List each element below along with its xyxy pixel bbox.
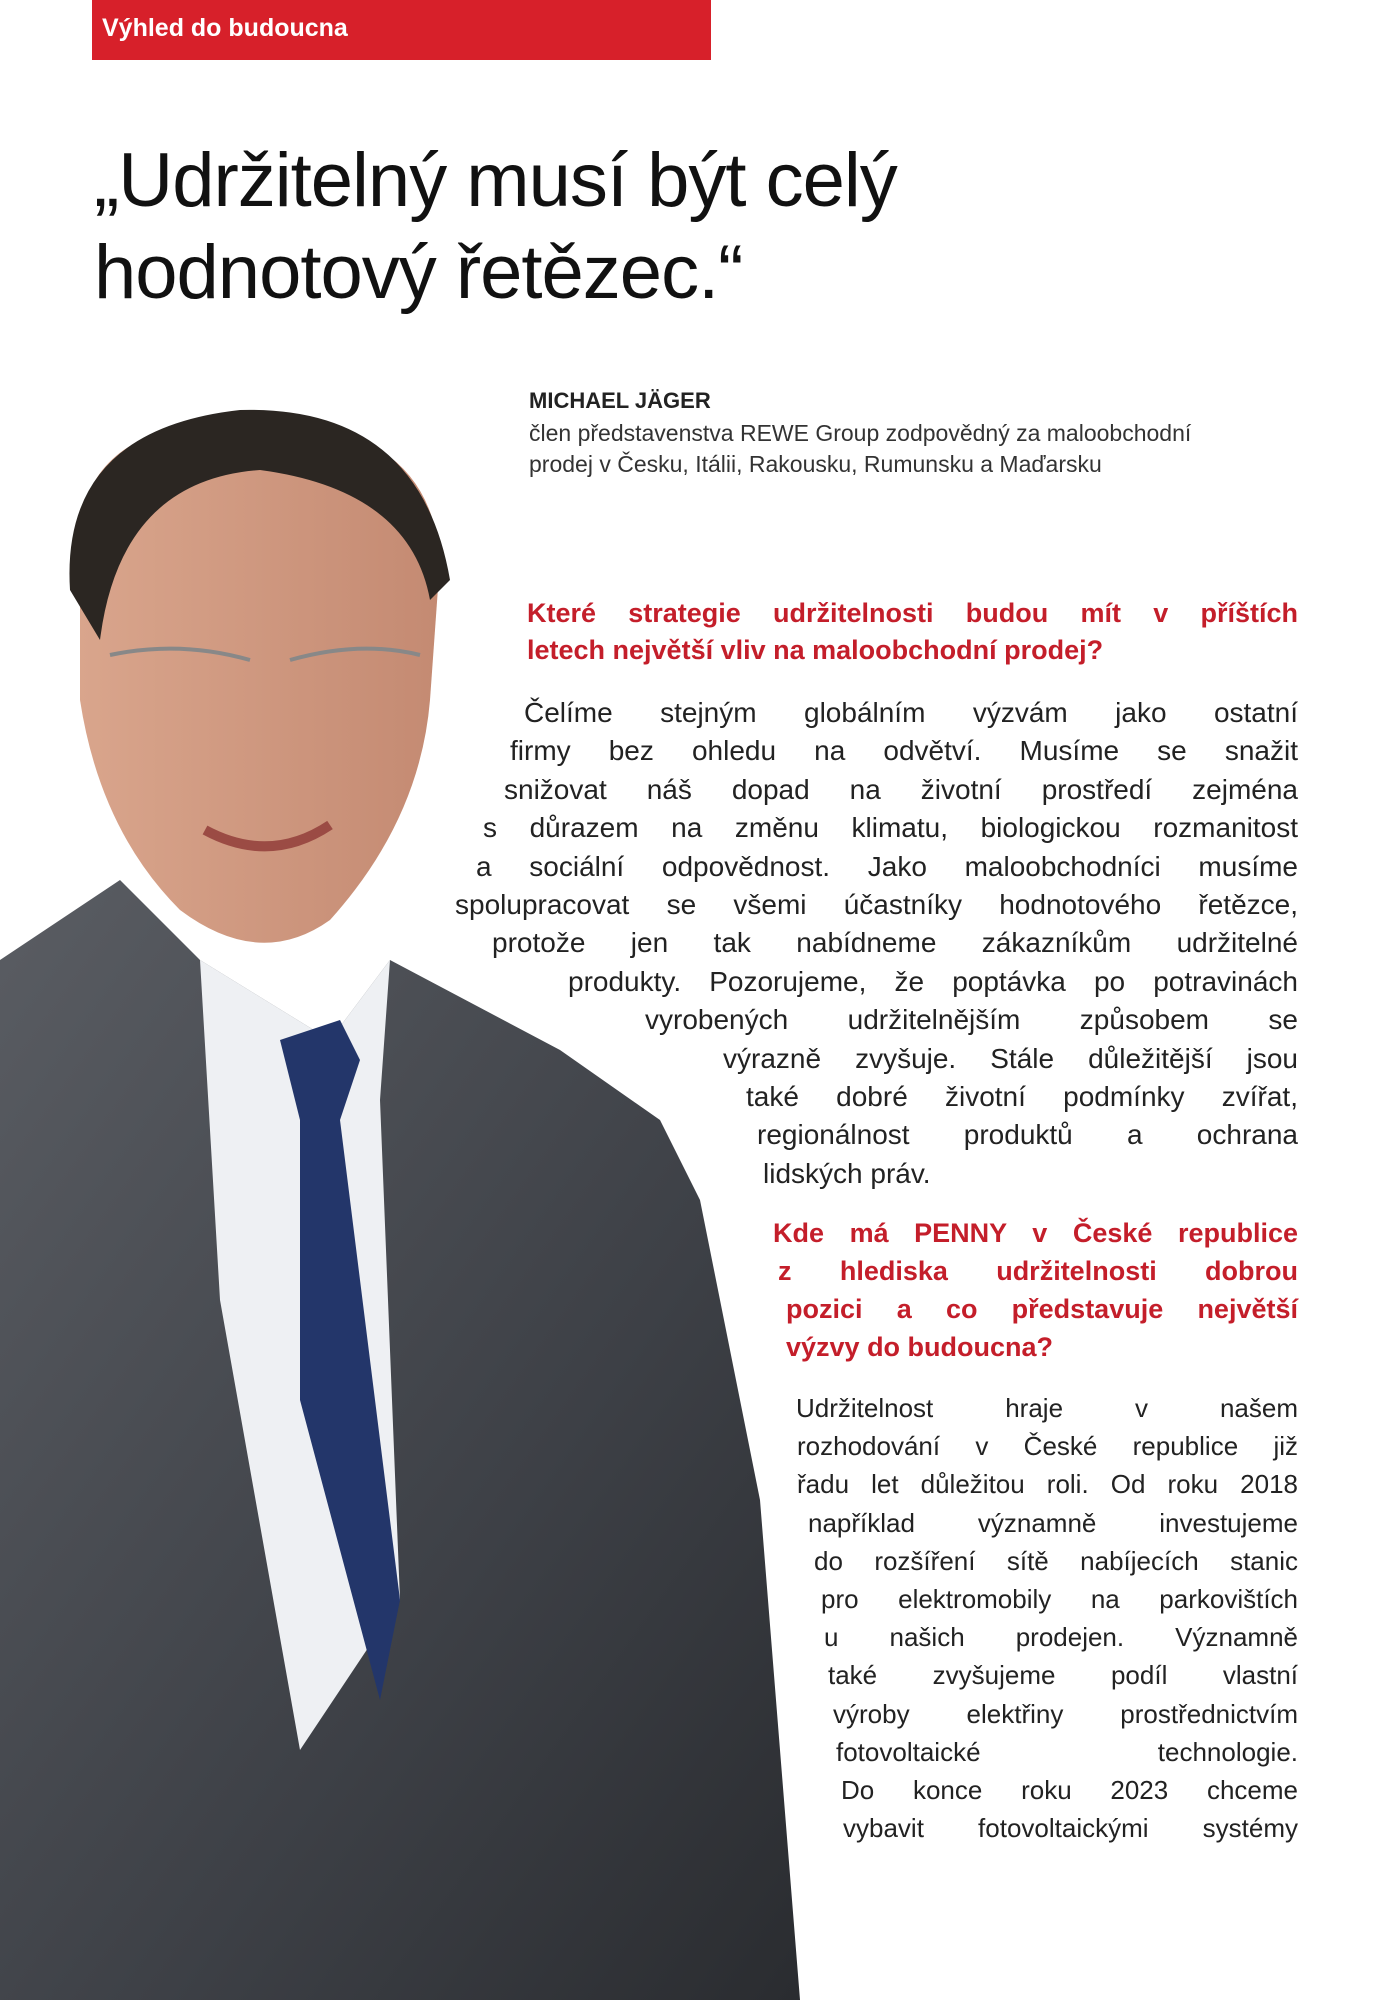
- article-title: [94, 135, 897, 319]
- answer-line: snižovat náš dopad na životní prostředí zejména: [504, 773, 1298, 805]
- question-line: výzvy do budoucna?: [786, 1332, 1054, 1362]
- answer-line: vyrobených udržitelnějším způsobem se: [645, 1004, 1298, 1036]
- question-line: Kde má PENNY v České republice: [773, 1218, 1298, 1248]
- answer-line: s důrazem na změnu klimatu, biologickou rozmanitost: [483, 812, 1298, 844]
- section-header-bar: [92, 0, 711, 60]
- role-line: prodej v Česku, Itálii, Rakousku, Rumunsku a Maďarsku: [529, 451, 1102, 477]
- answer-line: také dobré životní podmínky zvířat,: [746, 1081, 1298, 1112]
- answer-line: produkty. Pozorujeme, že poptávka po potravinách: [568, 965, 1298, 997]
- answer-line: Čelíme stejným globálním výzvám jako ostatní: [524, 697, 1298, 728]
- author-role: [529, 418, 1191, 480]
- answer-line: firmy bez ohledu na odvětví. Musíme se snažit: [510, 735, 1298, 767]
- answer-line: pro elektromobily na parkovištích: [821, 1584, 1298, 1614]
- answer-line: spolupracovat se všemi účastníky hodnotového řetězce,: [455, 889, 1298, 920]
- question-line: pozici a co představuje největší: [786, 1294, 1298, 1324]
- answer-line: lidských práv.: [763, 1157, 931, 1189]
- answer-line: a sociální odpovědnost. Jako maloobchodníci musíme: [476, 850, 1298, 882]
- answer-line: Do konce roku 2023 chceme: [841, 1775, 1298, 1805]
- author-name: MICHAEL JÄGER: [529, 388, 711, 413]
- answer-line: výroby elektřiny prostřednictvím: [833, 1698, 1298, 1729]
- answer-line: regionálnost produktů a ochrana: [757, 1119, 1298, 1151]
- question-line: letech největší vliv na maloobchodní prodej?: [527, 635, 1104, 665]
- answer-line: také zvyšujeme podíl vlastní: [828, 1660, 1298, 1691]
- answer-line: rozhodování v České republice již: [797, 1431, 1298, 1462]
- answer-line: vybavit fotovoltaickými systémy: [843, 1813, 1298, 1844]
- role-line: člen představenstva REWE Group zodpovědný za maloobchodní: [529, 420, 1192, 446]
- answer-line: protože jen tak nabídneme zákazníkům udržitelné: [492, 927, 1298, 959]
- answer-line: u našich prodejen. Významně: [824, 1622, 1298, 1653]
- title-line: hodnotový řetězec.“: [94, 230, 743, 315]
- answer-line: fotovoltaické technologie.: [836, 1736, 1298, 1767]
- title-line: „Udržitelný musí být celý: [94, 138, 897, 223]
- answer-line: například významně investujeme: [808, 1507, 1298, 1538]
- answer-line: řadu let důležitou roli. Od roku 2018: [797, 1469, 1298, 1500]
- question-line: Které strategie udržitelnosti budou mít v příštích: [527, 598, 1298, 628]
- answer-line: do rozšíření sítě nabíjecích stanic: [814, 1545, 1298, 1576]
- section-label: Výhled do budoucna: [102, 14, 348, 42]
- answer-line: Udržitelnost hraje v našem: [796, 1393, 1298, 1423]
- question-line: z hlediska udržitelnosti dobrou: [778, 1256, 1298, 1286]
- answer-line: výrazně zvyšuje. Stále důležitější jsou: [723, 1042, 1298, 1074]
